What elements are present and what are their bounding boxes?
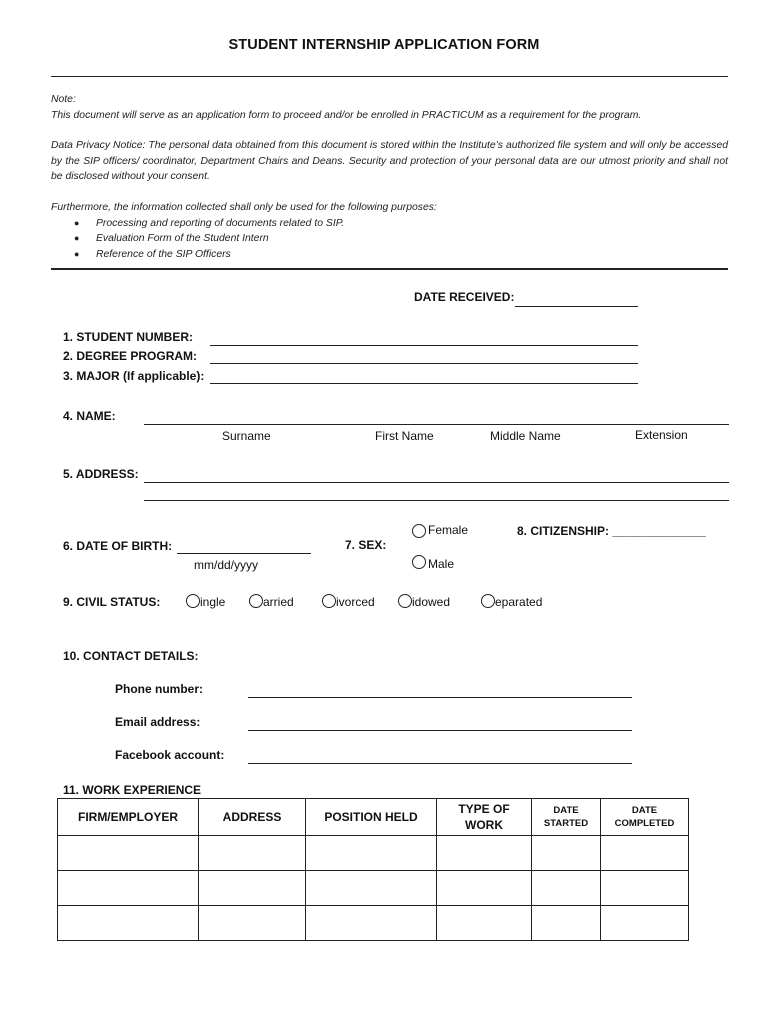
- cell-input[interactable]: [437, 836, 531, 870]
- date-of-birth-field[interactable]: [177, 539, 311, 554]
- student-number-field[interactable]: [210, 331, 638, 346]
- sex-female-option-label: Female: [428, 523, 469, 537]
- sex-male-option-label: Male: [428, 557, 455, 571]
- date-of-birth-label: 6. DATE OF BIRTH:: [63, 539, 173, 553]
- table-row: [58, 871, 689, 906]
- date-received-label: DATE RECEIVED:: [414, 290, 515, 304]
- cell-input[interactable]: [199, 836, 305, 870]
- email-label: Email address:: [115, 715, 201, 729]
- table-header-row: [58, 799, 689, 836]
- name-field[interactable]: [144, 410, 729, 425]
- facebook-label: Facebook account:: [115, 748, 225, 762]
- table-cell[interactable]: [601, 836, 689, 871]
- civil-status-divorced-radio[interactable]: [322, 594, 336, 608]
- table-cell[interactable]: [58, 871, 199, 906]
- cell-input[interactable]: [58, 906, 198, 940]
- table-cell[interactable]: [437, 836, 532, 871]
- purpose-item: ● Processing and reporting of documents related to SIP.: [51, 216, 728, 232]
- date-received-field[interactable]: [515, 292, 638, 307]
- civil-status-label: 9. CIVIL STATUS:: [63, 595, 161, 609]
- table-cell[interactable]: [601, 871, 689, 906]
- table-cell[interactable]: [199, 836, 306, 871]
- phone-field[interactable]: [248, 683, 632, 698]
- table-row: [58, 836, 689, 871]
- column-header-date-started: DATE STARTED: [532, 799, 601, 836]
- cell-input[interactable]: [601, 871, 688, 905]
- contact-details-label: 10. CONTACT DETAILS:: [63, 649, 199, 663]
- date-format-hint: mm/dd/yyyy: [194, 558, 259, 572]
- civil-status-divorced-label: ivorced: [336, 595, 375, 609]
- work-experience-label: 11. WORK EXPERIENCE: [63, 783, 202, 797]
- table-cell[interactable]: [58, 836, 199, 871]
- cell-input[interactable]: [199, 871, 305, 905]
- citizenship-label-text: 8. CITIZENSHIP:: [517, 524, 610, 538]
- address-field-line2[interactable]: [144, 486, 729, 501]
- table-cell[interactable]: [601, 906, 689, 941]
- civil-status-single-radio[interactable]: [186, 594, 200, 608]
- column-header-address: ADDRESS: [199, 799, 306, 836]
- name-label: 4. NAME:: [63, 409, 116, 423]
- note-section: [51, 92, 728, 262]
- email-field[interactable]: [248, 716, 632, 731]
- cell-input[interactable]: [306, 871, 436, 905]
- purpose-item: ● Evaluation Form of the Student Intern: [51, 231, 728, 247]
- civil-status-separated-label: eparated: [495, 595, 543, 609]
- column-header-position: POSITION HELD: [306, 799, 437, 836]
- address-label: 5. ADDRESS:: [63, 467, 139, 481]
- cell-input[interactable]: [199, 906, 305, 940]
- citizenship-blank[interactable]: ______________: [612, 524, 706, 538]
- cell-input[interactable]: [601, 906, 688, 940]
- facebook-field[interactable]: [248, 749, 632, 764]
- cell-input[interactable]: [601, 836, 688, 870]
- note-text: This document will serve as an application form to proceed and/or be enrolled in PRACTICUM as a requirement for the program.: [51, 109, 642, 121]
- title-divider: [51, 76, 728, 77]
- civil-status-single-label: ingle: [200, 595, 226, 609]
- table-cell[interactable]: [306, 836, 437, 871]
- cell-input[interactable]: [532, 906, 600, 940]
- civil-status-widowed-label: idowed: [412, 595, 451, 609]
- sex-female-radio[interactable]: [412, 524, 426, 538]
- civil-status-separated-radio[interactable]: [481, 594, 495, 608]
- phone-label: Phone number:: [115, 682, 204, 696]
- major-label: 3. MAJOR (If applicable):: [63, 369, 205, 383]
- cell-input[interactable]: [58, 871, 198, 905]
- purposes-list: [51, 216, 728, 263]
- degree-program-field[interactable]: [210, 349, 638, 364]
- first-name-caption: First Name: [375, 429, 434, 443]
- cell-input[interactable]: [306, 836, 436, 870]
- notes-divider: [51, 268, 728, 270]
- purposes-intro: Furthermore, the information collected shall only be used for the following purposes:: [51, 201, 437, 213]
- degree-program-label: 2. DEGREE PROGRAM:: [63, 349, 198, 363]
- table-cell[interactable]: [437, 906, 532, 941]
- table-cell[interactable]: [306, 871, 437, 906]
- note-heading: Note:: [51, 94, 76, 105]
- surname-caption: Surname: [222, 429, 271, 443]
- table-cell[interactable]: [532, 871, 601, 906]
- privacy-notice: Data Privacy Notice: The personal data obtained from this document is stored within the Institute’s authorized file system and will only be accessed by the SIP officers/ coordinator, Department Chairs and Deans. Security and protection of your personal data are our utmost priority and shall not be disclosed without your consent.: [51, 140, 728, 183]
- table-cell[interactable]: [306, 906, 437, 941]
- table-row: [58, 906, 689, 941]
- table-cell[interactable]: [199, 871, 306, 906]
- civil-status-widowed-radio[interactable]: [398, 594, 412, 608]
- cell-input[interactable]: [532, 871, 600, 905]
- table-cell[interactable]: [199, 906, 306, 941]
- work-experience-table: [57, 798, 689, 941]
- major-field[interactable]: [210, 369, 638, 384]
- column-header-firm: FIRM/EMPLOYER: [58, 799, 199, 836]
- student-number-label: 1. STUDENT NUMBER:: [63, 330, 194, 344]
- form-title: STUDENT INTERNSHIP APPLICATION FORM: [228, 37, 540, 53]
- extension-caption: Extension: [635, 428, 688, 442]
- sex-label: 7. SEX:: [345, 538, 387, 552]
- column-header-type-of-work: TYPE OF WORK: [437, 799, 532, 836]
- cell-input[interactable]: [306, 906, 436, 940]
- civil-status-married-label: arried: [263, 595, 294, 609]
- middle-name-caption: Middle Name: [490, 429, 561, 443]
- table-cell[interactable]: [58, 906, 199, 941]
- purpose-item: ● Reference of the SIP Officers: [51, 247, 728, 263]
- sex-male-radio[interactable]: [412, 555, 426, 569]
- table-cell[interactable]: [437, 871, 532, 906]
- cell-input[interactable]: [437, 871, 531, 905]
- cell-input[interactable]: [532, 836, 600, 870]
- table-cell[interactable]: [532, 836, 601, 871]
- cell-input[interactable]: [437, 906, 531, 940]
- table-cell[interactable]: [532, 906, 601, 941]
- citizenship-label: [517, 524, 706, 538]
- address-field-line1[interactable]: [144, 468, 729, 483]
- column-header-date-completed: DATE COMPLETED: [601, 799, 689, 836]
- cell-input[interactable]: [58, 836, 198, 870]
- civil-status-married-radio[interactable]: [249, 594, 263, 608]
